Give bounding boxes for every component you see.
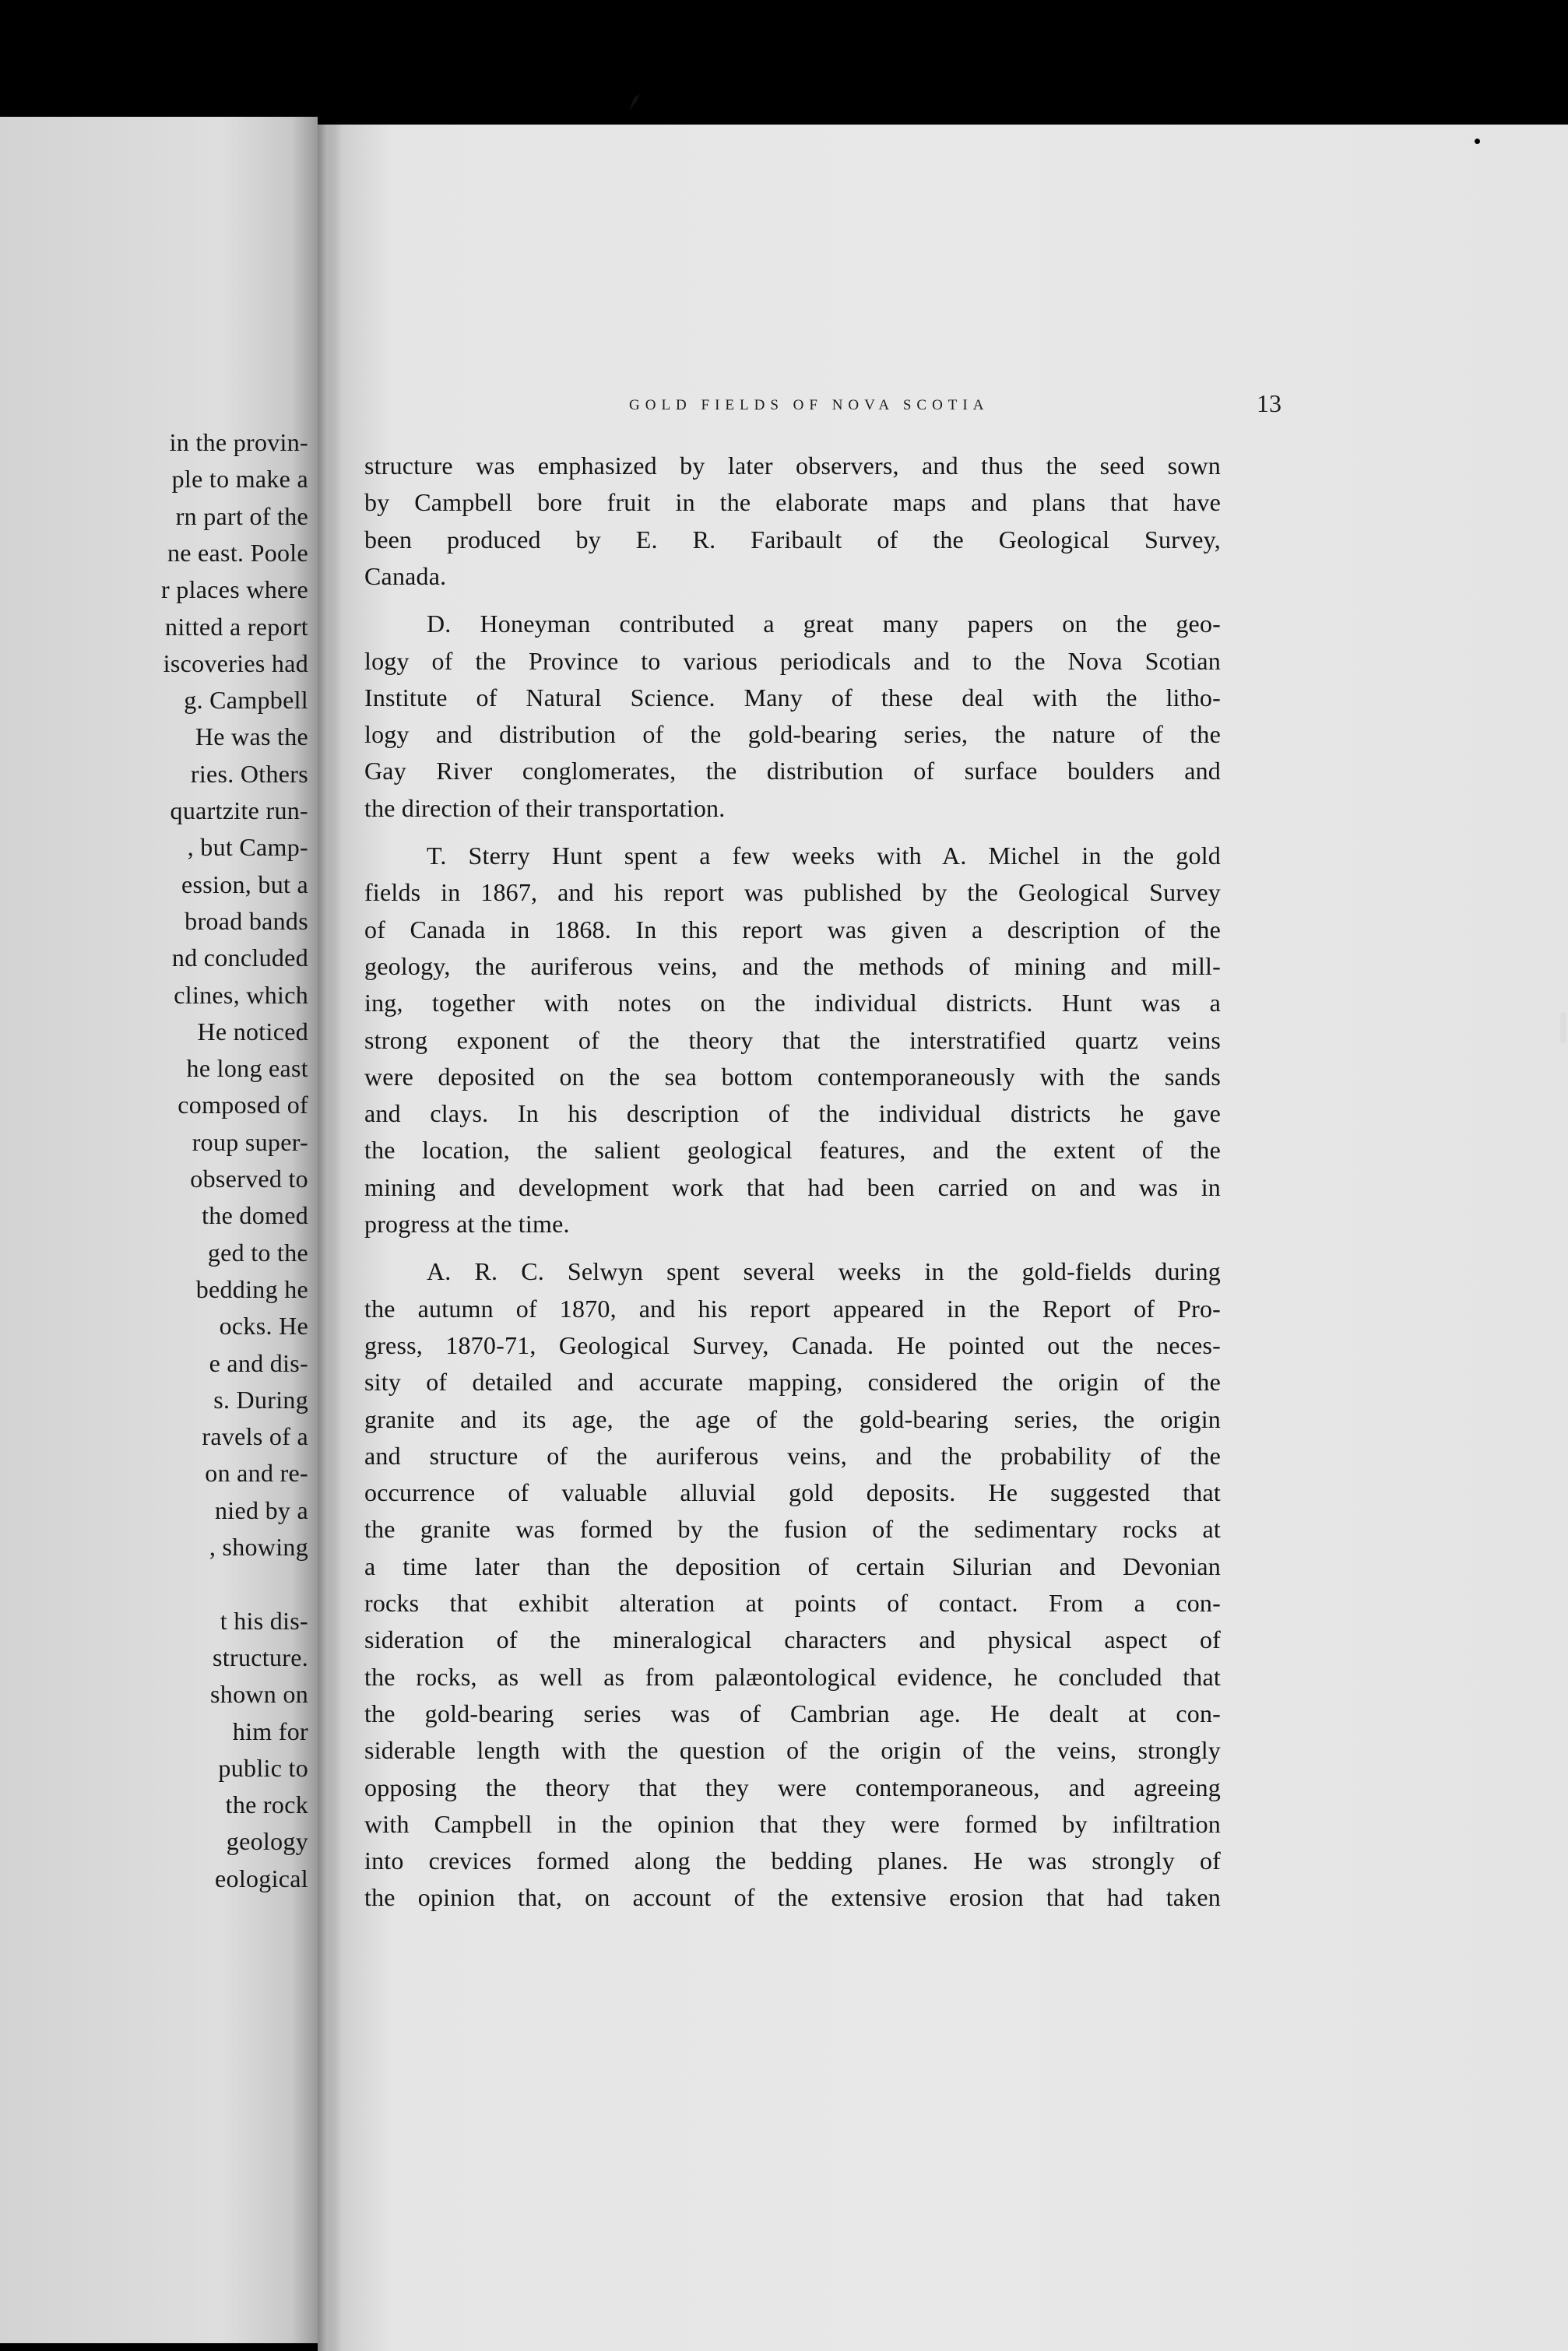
left-text-line: s. During — [213, 1385, 308, 1414]
body-text-line: Canada. — [364, 561, 447, 590]
left-text-line: he long east — [186, 1054, 308, 1083]
left-text-line: clines, which — [174, 980, 308, 1009]
body-text-line: ing, together with notes on the individual districts. Hunt was a — [364, 989, 1221, 1017]
body-text-line: mining and development work that had been carried on and was in — [364, 1172, 1221, 1201]
body-text-line: by Campbell bore fruit in the elaborate maps and plans that have — [364, 488, 1221, 517]
left-text-line: ged to the — [207, 1238, 308, 1267]
body-text-line: geology, the auriferous veins, and the methods of mining and mill- — [364, 951, 1221, 980]
left-text-line: rn part of the — [175, 501, 308, 530]
left-page-fragment — [0, 117, 318, 2343]
body-text-line: logy and distribution of the gold-bearing series, the nature of the — [364, 720, 1221, 749]
body-text-line: the autumn of 1870, and his report appeared in the Report of Pro- — [364, 1294, 1221, 1323]
left-text-line: on and re- — [205, 1459, 308, 1488]
ink-mark-icon — [626, 92, 643, 112]
left-text-line: shown on — [210, 1680, 308, 1709]
left-text-line: ne east. Poole — [167, 538, 308, 567]
body-text-line: sity of detailed and accurate mapping, considered the origin of the — [364, 1368, 1221, 1397]
left-text-line: in the provin- — [169, 428, 308, 456]
left-text-line: roup super- — [192, 1127, 308, 1156]
body-text-line: A. R. C. Selwyn spent several weeks in the gold-fields during — [427, 1257, 1221, 1286]
left-text-line: composed of — [178, 1091, 308, 1119]
body-text-line: the location, the salient geological features, and the extent of the — [364, 1136, 1221, 1165]
left-text-line: geology — [226, 1827, 308, 1856]
left-text-line: quartzite run- — [170, 796, 308, 824]
left-text-line: t his dis- — [220, 1606, 308, 1635]
left-text-line: structure. — [213, 1643, 308, 1671]
left-text-line: nied by a — [215, 1495, 308, 1524]
page-gutter — [318, 125, 341, 2351]
left-text-line: bedding he — [195, 1274, 308, 1303]
left-text-line: nd concluded — [171, 944, 308, 972]
left-text-line: the domed — [202, 1201, 308, 1230]
speck-mark — [1475, 139, 1480, 144]
body-text-line: D. Honeyman contributed a great many papers on the geo- — [427, 610, 1221, 638]
body-text-line: granite and its age, the age of the gold-bearing series, the origin — [364, 1404, 1221, 1433]
left-text-line: , but Camp- — [187, 833, 308, 862]
body-text-line: the gold-bearing series was of Cambrian age. He dealt at con- — [364, 1699, 1221, 1727]
body-text-line: Gay River conglomerates, the distribution of surface boulders and — [364, 757, 1221, 785]
body-text-line: progress at the time. — [364, 1210, 570, 1238]
running-header: GOLD FIELDS OF NOVA SCOTIA — [629, 397, 990, 413]
body-text-line: Institute of Natural Science. Many of these deal with the litho- — [364, 683, 1221, 712]
left-text-line: ocks. He — [219, 1312, 308, 1341]
body-text-line: a time later than the deposition of certain Silurian and Devonian — [364, 1552, 1221, 1580]
left-text-line: public to — [218, 1753, 308, 1782]
body-text-line: logy of the Province to various periodicals and to the Nova Scotian — [364, 646, 1221, 675]
left-text-line: He noticed — [197, 1017, 308, 1045]
body-text-line: siderable length with the question of the origin of the veins, strongly — [364, 1736, 1221, 1765]
left-text-line: nitted a report — [165, 612, 308, 641]
body-text-line: T. Sterry Hunt spent a few weeks with A. Michel in the gold — [427, 842, 1221, 870]
left-text-line: He was the — [195, 722, 308, 751]
left-text-line: him for — [232, 1717, 308, 1745]
left-text-line: iscoveries had — [163, 648, 308, 677]
body-text-line: the granite was formed by the fusion of the sedimentary rocks at — [364, 1515, 1221, 1544]
page-number: 13 — [1257, 389, 1281, 417]
left-text-line: ries. Others — [190, 759, 308, 788]
left-text-line: eological — [215, 1864, 308, 1892]
body-text-line: rocks that exhibit alteration at points of contact. From a con- — [364, 1589, 1221, 1617]
body-text-line: into crevices formed along the bedding planes. He was strongly of — [364, 1847, 1221, 1875]
right-page — [318, 125, 1568, 2351]
left-text-line: , showing — [209, 1533, 308, 1561]
body-text-line: gress, 1870-71, Geological Survey, Canada. He pointed out the neces- — [364, 1330, 1221, 1359]
left-text-line: observed to — [190, 1165, 308, 1193]
body-text-line: the direction of their transportation. — [364, 793, 726, 822]
body-text-line: strong exponent of the theory that the interstratified quartz veins — [364, 1025, 1221, 1054]
left-text-line: ple to make a — [171, 465, 308, 494]
body-text-line: of Canada in 1868. In this report was given a description of the — [364, 915, 1221, 944]
left-text-line: ession, but a — [181, 870, 308, 898]
body-text-line: the opinion that, on account of the extensive erosion that had taken — [364, 1883, 1221, 1912]
body-text-line: and structure of the auriferous veins, and the probability of the — [364, 1441, 1221, 1470]
left-text-line: r places where — [161, 575, 308, 604]
left-text-line: broad bands — [185, 906, 308, 935]
left-text-line: e and dis- — [209, 1348, 308, 1377]
body-text-line: been produced by E. R. Faribault of the Geological Survey, — [364, 525, 1221, 553]
speck-mark — [1560, 1012, 1566, 1043]
body-text-line: and clays. In his description of the individual districts he gave — [364, 1099, 1221, 1128]
body-text-line: with Campbell in the opinion that they were formed by infiltration — [364, 1809, 1221, 1838]
body-text-line: structure was emphasized by later observers, and thus the seed sown — [364, 452, 1221, 480]
body-text-line: fields in 1867, and his report was published by the Geological Survey — [364, 878, 1221, 907]
left-text-line: ravels of a — [202, 1422, 308, 1451]
left-text-line: g. Campbell — [184, 686, 308, 715]
body-text-line: sideration of the mineralogical characters and physical aspect of — [364, 1625, 1221, 1654]
body-text-line: opposing the theory that they were contemporaneous, and agreeing — [364, 1773, 1221, 1801]
body-text-line: occurrence of valuable alluvial gold deposits. He suggested that — [364, 1478, 1221, 1507]
body-text-line: the rocks, as well as from palæontological evidence, he concluded that — [364, 1662, 1221, 1691]
left-text-line: the rock — [225, 1790, 308, 1819]
body-text-line: were deposited on the sea bottom contemporaneously with the sands — [364, 1062, 1221, 1091]
